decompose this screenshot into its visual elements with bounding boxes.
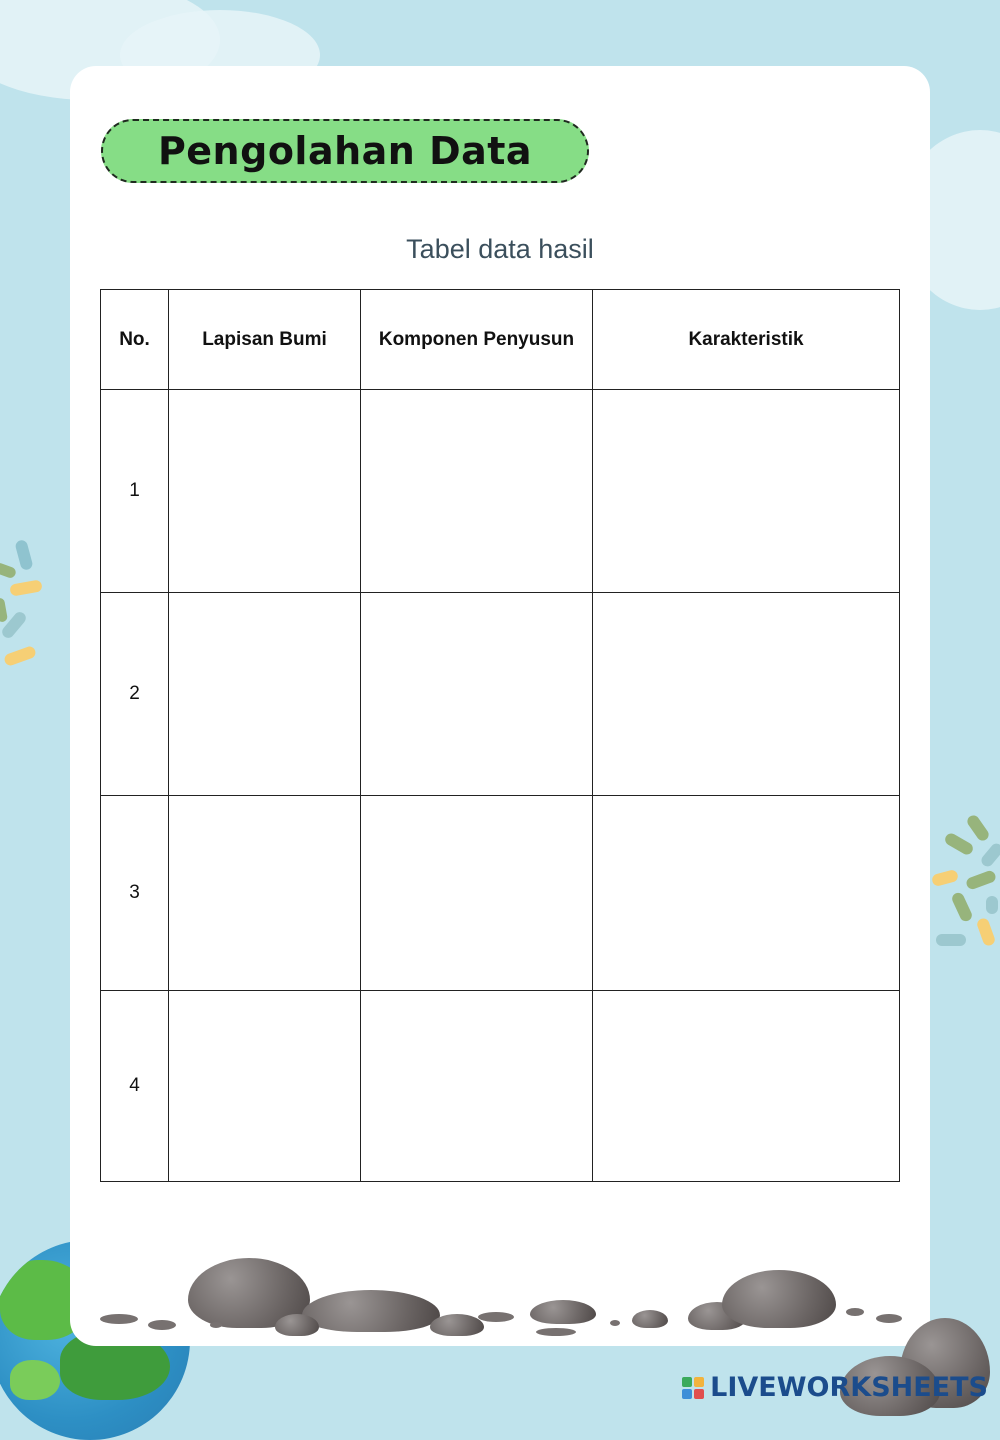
row-number: 2 — [101, 593, 169, 796]
decorative-dash — [979, 841, 1000, 869]
decorative-dash — [950, 891, 974, 923]
rock-icon — [302, 1290, 440, 1332]
decorative-dash — [936, 934, 966, 946]
table-row — [101, 390, 900, 593]
pebble — [610, 1320, 620, 1326]
table-row — [101, 796, 900, 991]
title-banner — [101, 119, 589, 183]
komponen-penyusun-cell[interactable] — [361, 796, 593, 991]
brand-name: LIVEWORKSHEETS — [710, 1372, 988, 1403]
decorative-dash — [986, 896, 998, 914]
rock-icon — [275, 1314, 319, 1336]
row-number: 1 — [101, 390, 169, 593]
decorative-dash — [0, 562, 17, 580]
komponen-penyusun-cell[interactable] — [361, 991, 593, 1182]
table-row — [101, 593, 900, 796]
rock-icon — [632, 1310, 668, 1328]
karakteristik-cell[interactable] — [593, 796, 900, 991]
worksheet-card — [70, 66, 930, 1346]
decorative-dash — [965, 813, 991, 843]
column-header-no: No. — [101, 290, 169, 390]
karakteristik-cell[interactable] — [593, 991, 900, 1182]
page-title: Pengolahan Data — [157, 129, 533, 173]
column-header-komponen-penyusun: Komponen Penyusun — [361, 290, 593, 390]
decorative-dash — [943, 831, 975, 856]
pebble — [210, 1322, 222, 1328]
pebble — [478, 1312, 514, 1322]
rock-icon — [530, 1300, 596, 1324]
komponen-penyusun-cell[interactable] — [361, 593, 593, 796]
komponen-penyusun-cell[interactable] — [361, 390, 593, 593]
data-table — [100, 289, 900, 1182]
lapisan-bumi-cell[interactable] — [169, 796, 361, 991]
rock-icon — [722, 1270, 836, 1328]
pebble — [846, 1308, 864, 1316]
pebble — [148, 1320, 176, 1330]
liveworksheets-brand[interactable] — [682, 1372, 988, 1403]
column-header-karakteristik: Karakteristik — [593, 290, 900, 390]
lapisan-bumi-cell[interactable] — [169, 991, 361, 1182]
row-number: 4 — [101, 991, 169, 1182]
pebble — [100, 1314, 138, 1324]
table-header-row — [101, 290, 900, 390]
decorative-dash — [976, 917, 997, 947]
decorative-dash — [965, 869, 997, 891]
karakteristik-cell[interactable] — [593, 593, 900, 796]
decorative-dash — [3, 645, 37, 667]
pebble — [536, 1328, 576, 1336]
rock-icon — [430, 1314, 484, 1336]
pebble — [876, 1314, 902, 1323]
table-row — [101, 991, 900, 1182]
decorative-dash — [0, 597, 8, 622]
table-caption: Tabel data hasil — [406, 234, 594, 264]
decorative-dash — [14, 539, 33, 571]
decorative-dash — [9, 579, 43, 596]
karakteristik-cell[interactable] — [593, 390, 900, 593]
column-header-lapisan-bumi: Lapisan Bumi — [169, 290, 361, 390]
decorative-dash — [931, 869, 959, 887]
lapisan-bumi-cell[interactable] — [169, 390, 361, 593]
lapisan-bumi-cell[interactable] — [169, 593, 361, 796]
row-number: 3 — [101, 796, 169, 991]
liveworksheets-logo-icon — [682, 1377, 704, 1399]
